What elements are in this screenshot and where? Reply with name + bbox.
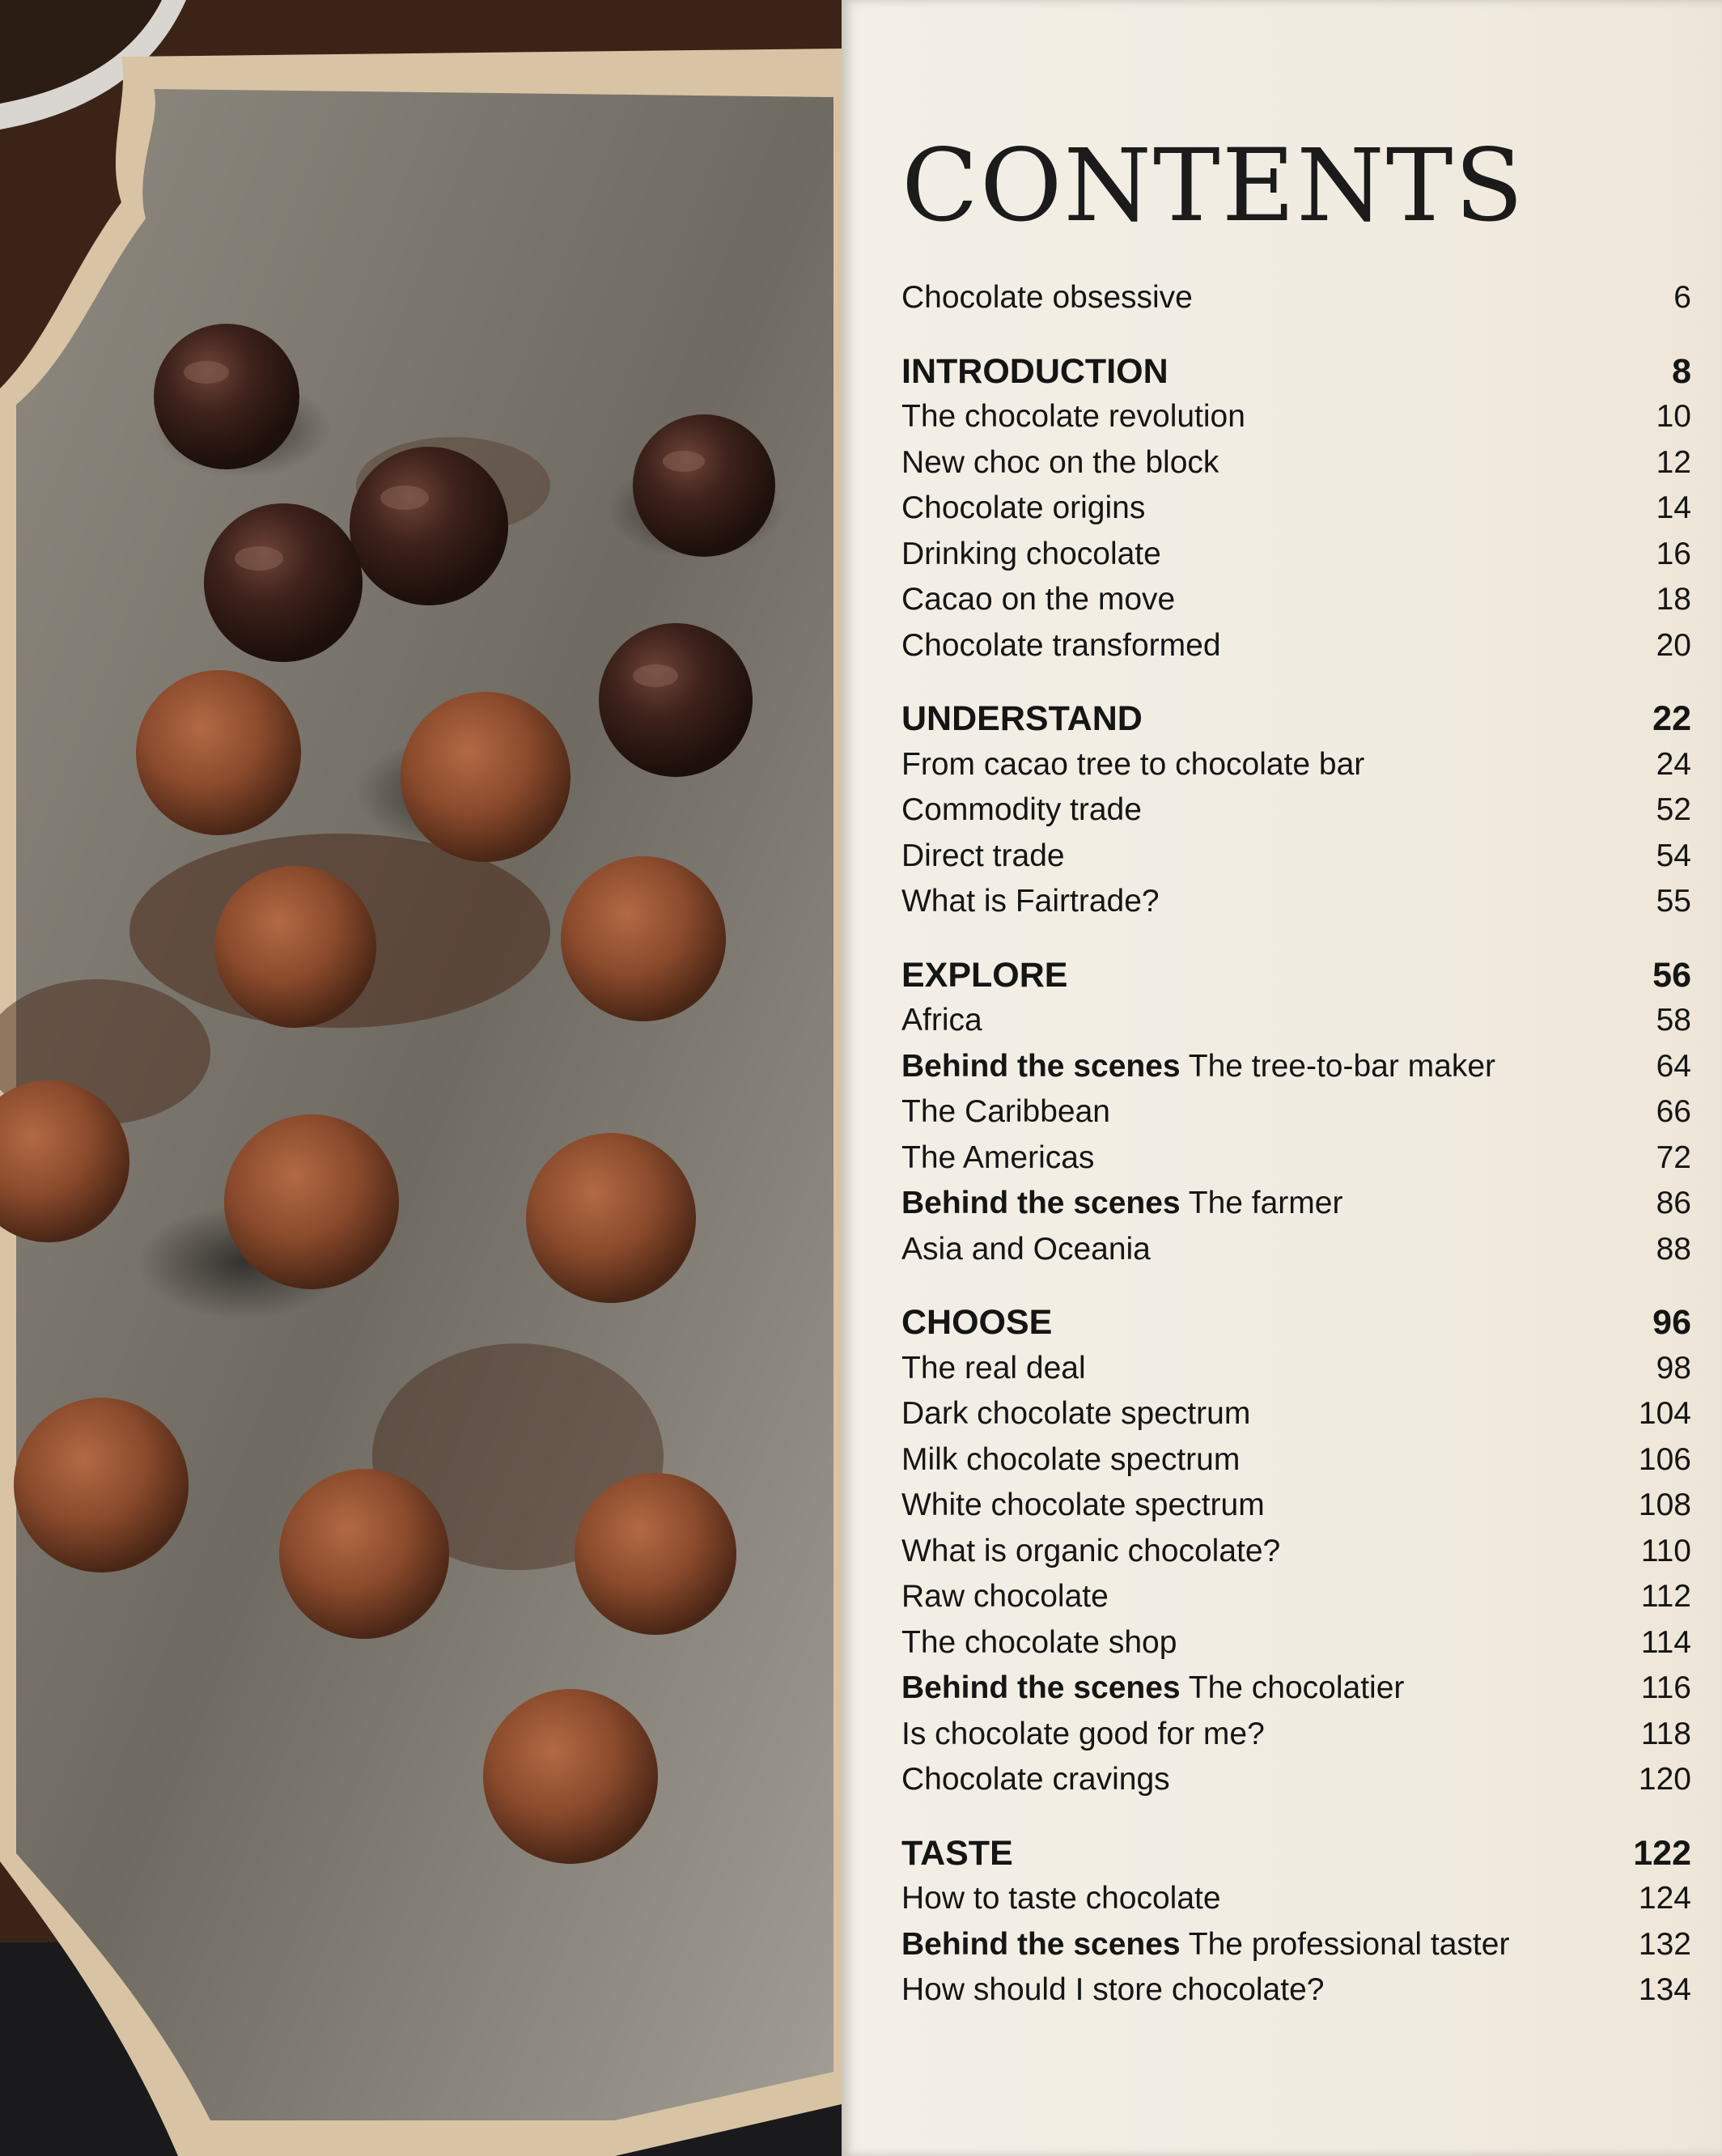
section-heading-page: 56 bbox=[1652, 955, 1691, 995]
toc-entry[interactable] bbox=[901, 440, 1691, 486]
toc-entry-title-group bbox=[901, 998, 982, 1044]
toc-entry[interactable] bbox=[901, 1574, 1691, 1620]
toc-entry-title-group bbox=[901, 834, 1065, 880]
toc-section bbox=[901, 696, 1691, 925]
toc-entry[interactable] bbox=[901, 998, 1691, 1044]
toc-entry-title: Chocolate transformed bbox=[901, 627, 1221, 663]
toc-entry-page: 112 bbox=[1640, 1579, 1691, 1614]
toc-entry-page: 16 bbox=[1656, 536, 1691, 571]
toc-entry[interactable] bbox=[901, 1437, 1691, 1483]
toc-entry[interactable] bbox=[901, 1922, 1691, 1968]
toc-entry-title-group bbox=[901, 1135, 1094, 1182]
toc-entry-title: Commodity trade bbox=[901, 792, 1142, 827]
toc-entry-title-group bbox=[901, 1967, 1324, 2014]
toc-entry-page: 64 bbox=[1656, 1048, 1691, 1084]
toc-entry-title: Is chocolate good for me? bbox=[901, 1716, 1265, 1751]
toc-entry-title-group bbox=[901, 1227, 1151, 1273]
toc-entry-title-group bbox=[901, 1391, 1250, 1437]
toc-entry[interactable] bbox=[901, 834, 1691, 880]
toc-entry[interactable] bbox=[901, 1089, 1691, 1135]
toc-entry-page: 88 bbox=[1656, 1231, 1691, 1267]
chocolate-truffles-photo bbox=[0, 0, 842, 2156]
toc-entry-title: Chocolate obsessive bbox=[901, 280, 1193, 315]
toc-entry[interactable] bbox=[901, 1391, 1691, 1437]
toc-entry-title-group bbox=[901, 1089, 1110, 1135]
toc-entry-title-group bbox=[901, 1712, 1265, 1758]
toc-entry-title-group bbox=[901, 440, 1219, 486]
toc-entry-title-group bbox=[901, 787, 1142, 834]
toc-entry[interactable] bbox=[901, 1346, 1691, 1392]
toc-entry-title-group bbox=[901, 1876, 1221, 1922]
behind-the-scenes-label: Behind the scenes bbox=[901, 1926, 1181, 1962]
toc-entry-title-group bbox=[901, 1346, 1086, 1392]
toc-entry-page: 116 bbox=[1640, 1670, 1691, 1705]
toc-entry[interactable] bbox=[901, 1483, 1691, 1529]
section-heading-title: EXPLORE bbox=[901, 955, 1068, 995]
toc-entry-title: Chocolate origins bbox=[901, 490, 1146, 525]
toc-section-heading[interactable] bbox=[901, 953, 1691, 999]
toc-entry-title-group bbox=[901, 623, 1221, 669]
toc-entry-title-group bbox=[901, 742, 1364, 788]
toc-entry-title: The Caribbean bbox=[901, 1094, 1110, 1129]
toc-entry-title-group bbox=[901, 1437, 1240, 1483]
section-heading-page: 22 bbox=[1652, 699, 1691, 738]
toc-entry-title: The chocolate shop bbox=[901, 1624, 1177, 1660]
toc-entry-title: Dark chocolate spectrum bbox=[901, 1396, 1251, 1431]
toc-entry-page: 14 bbox=[1656, 490, 1691, 525]
toc-entry-page: 55 bbox=[1656, 884, 1691, 919]
toc-entry[interactable] bbox=[901, 742, 1691, 788]
toc-entry[interactable] bbox=[901, 1757, 1691, 1803]
toc-entry-page: 12 bbox=[1656, 444, 1691, 480]
section-heading-page: 8 bbox=[1672, 351, 1691, 391]
toc-entry-title: The real deal bbox=[901, 1350, 1086, 1386]
toc-entry-title: The professional taster bbox=[1180, 1926, 1510, 1962]
toc-entry[interactable] bbox=[901, 486, 1691, 532]
toc-entry-page: 6 bbox=[1673, 280, 1691, 315]
toc-entry-title: Drinking chocolate bbox=[901, 536, 1161, 571]
toc-entry-title: White chocolate spectrum bbox=[901, 1488, 1265, 1522]
toc-entry[interactable] bbox=[901, 1227, 1691, 1273]
toc-section-heading[interactable] bbox=[901, 1300, 1691, 1346]
toc-entry-title-group bbox=[901, 486, 1145, 532]
toc-entry[interactable] bbox=[901, 394, 1691, 440]
toc-entry-title: What is organic chocolate? bbox=[901, 1533, 1281, 1568]
toc-entry-title-group bbox=[901, 879, 1160, 925]
toc-entry-page: 58 bbox=[1656, 1003, 1691, 1038]
toc-entry[interactable] bbox=[901, 1044, 1691, 1090]
table-of-contents bbox=[901, 275, 1691, 2014]
toc-entry[interactable] bbox=[901, 1181, 1691, 1227]
toc-entry-title: From cacao tree to chocolate bar bbox=[901, 746, 1365, 782]
section-heading-title: CHOOSE bbox=[901, 1303, 1053, 1342]
toc-entry-title: Asia and Oceania bbox=[901, 1231, 1151, 1267]
toc-section bbox=[901, 1831, 1691, 2014]
toc-entry-intro[interactable] bbox=[901, 275, 1691, 321]
toc-entry-title-group bbox=[901, 1181, 1342, 1227]
toc-entry-title: How should I store chocolate? bbox=[901, 1972, 1325, 2007]
toc-entry-title-group bbox=[901, 1574, 1109, 1620]
toc-entry-page: 108 bbox=[1638, 1488, 1691, 1522]
toc-entry-page: 54 bbox=[1656, 838, 1691, 873]
toc-section bbox=[901, 953, 1691, 1273]
toc-section-heading[interactable] bbox=[901, 349, 1691, 395]
toc-entry-title: The chocolatier bbox=[1180, 1670, 1405, 1705]
section-heading-page: 122 bbox=[1633, 1833, 1691, 1873]
section-heading-title: INTRODUCTION bbox=[901, 351, 1168, 391]
toc-section-heading[interactable] bbox=[901, 1831, 1691, 1877]
toc-entry-page: 118 bbox=[1640, 1716, 1691, 1751]
toc-entry-page: 86 bbox=[1656, 1186, 1691, 1220]
toc-entry-title: How to taste chocolate bbox=[901, 1881, 1221, 1916]
section-heading-title: UNDERSTAND bbox=[901, 699, 1143, 738]
section-heading-page: 96 bbox=[1652, 1303, 1691, 1342]
toc-entry-page: 120 bbox=[1638, 1762, 1691, 1797]
toc-entry-page: 72 bbox=[1656, 1140, 1691, 1175]
toc-entry-title: What is Fairtrade? bbox=[901, 884, 1160, 919]
toc-entry-title: The chocolate revolution bbox=[901, 399, 1245, 434]
toc-entry-title: The tree-to-bar maker bbox=[1180, 1048, 1496, 1084]
toc-entry[interactable] bbox=[901, 1712, 1691, 1758]
toc-entry-page: 124 bbox=[1638, 1881, 1691, 1916]
toc-section bbox=[901, 349, 1691, 669]
toc-entry-page: 132 bbox=[1638, 1926, 1691, 1962]
toc-entry[interactable] bbox=[901, 532, 1691, 578]
toc-entry-page: 66 bbox=[1656, 1094, 1691, 1129]
toc-section bbox=[901, 1300, 1691, 1803]
toc-entry[interactable] bbox=[901, 577, 1691, 623]
toc-entry-title-group bbox=[901, 1757, 1170, 1803]
toc-entry[interactable] bbox=[901, 623, 1691, 669]
toc-entry[interactable] bbox=[901, 1876, 1691, 1922]
toc-entry-title-group bbox=[901, 577, 1175, 623]
toc-entry-title: The farmer bbox=[1180, 1186, 1343, 1220]
toc-entry-page: 110 bbox=[1640, 1533, 1691, 1568]
toc-entry-title: Chocolate cravings bbox=[901, 1762, 1170, 1797]
toc-entry-title-group bbox=[901, 1044, 1495, 1090]
toc-entry-page: 20 bbox=[1656, 627, 1691, 663]
toc-entry-title-group bbox=[901, 1620, 1177, 1666]
section-heading-title: TASTE bbox=[901, 1833, 1013, 1873]
toc-entry-title-group bbox=[901, 394, 1245, 440]
toc-entry-page: 18 bbox=[1656, 582, 1691, 617]
toc-entry-title: Direct trade bbox=[901, 838, 1065, 873]
toc-entry-title-group bbox=[901, 1483, 1265, 1529]
toc-entry[interactable] bbox=[901, 1135, 1691, 1182]
toc-entry[interactable] bbox=[901, 1967, 1691, 2014]
behind-the-scenes-label: Behind the scenes bbox=[901, 1186, 1181, 1220]
toc-entry-page: 104 bbox=[1638, 1396, 1691, 1431]
toc-entry-page: 134 bbox=[1638, 1972, 1691, 2007]
page-title: CONTENTS bbox=[901, 128, 1525, 244]
toc-entry-page: 52 bbox=[1656, 792, 1691, 827]
toc-entry-title: New choc on the block bbox=[901, 444, 1219, 480]
toc-entry-title: Cacao on the move bbox=[901, 582, 1176, 617]
toc-entry-title-group bbox=[901, 532, 1161, 578]
toc-entry-title: The Americas bbox=[901, 1140, 1095, 1175]
toc-entry[interactable] bbox=[901, 1620, 1691, 1666]
toc-entry-page: 114 bbox=[1640, 1624, 1691, 1660]
toc-entry-title-group bbox=[901, 1922, 1509, 1968]
toc-entry-title: Africa bbox=[901, 1003, 982, 1038]
toc-entry[interactable] bbox=[901, 1529, 1691, 1575]
toc-entry-page: 98 bbox=[1656, 1350, 1691, 1386]
toc-entry-title: Milk chocolate spectrum bbox=[901, 1441, 1241, 1477]
toc-entry-page: 10 bbox=[1656, 399, 1691, 434]
toc-entry[interactable] bbox=[901, 787, 1691, 834]
behind-the-scenes-label: Behind the scenes bbox=[901, 1048, 1181, 1084]
toc-entry[interactable] bbox=[901, 1666, 1691, 1712]
contents-page bbox=[842, 0, 1722, 2156]
toc-entry-page: 24 bbox=[1656, 746, 1691, 782]
behind-the-scenes-label: Behind the scenes bbox=[901, 1670, 1181, 1705]
toc-entry-page: 106 bbox=[1638, 1441, 1691, 1477]
toc-entry-title: Raw chocolate bbox=[901, 1579, 1109, 1614]
toc-entry-title-group bbox=[901, 1666, 1404, 1712]
toc-entry[interactable] bbox=[901, 879, 1691, 925]
toc-entry-title-group bbox=[901, 1529, 1280, 1575]
toc-section-heading[interactable] bbox=[901, 696, 1691, 742]
